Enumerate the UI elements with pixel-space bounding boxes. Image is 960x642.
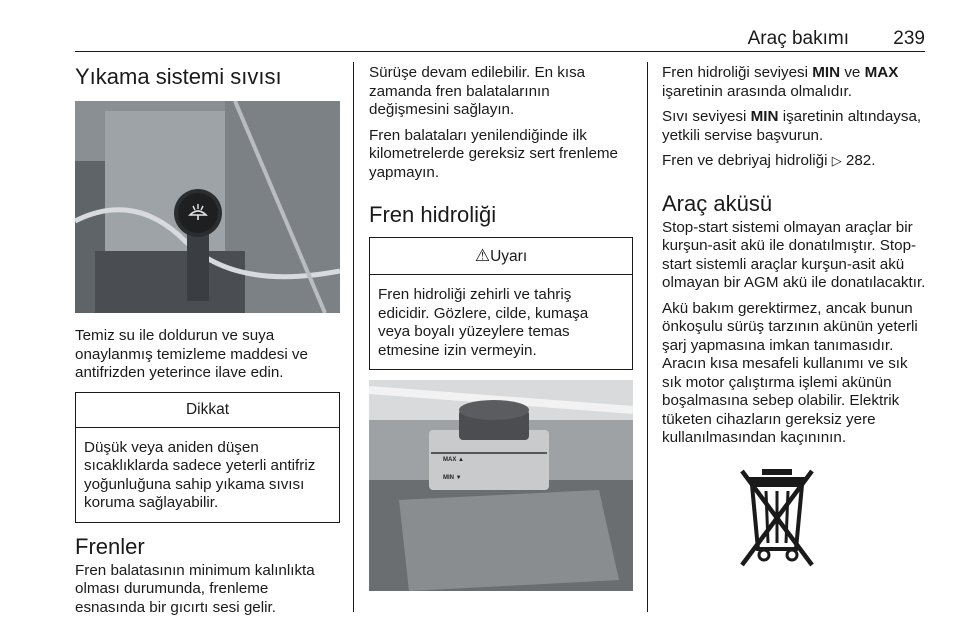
heading-washer-fluid: Yıkama sistemi sıvısı	[75, 64, 282, 89]
fluid-below-min-text: Sıvı seviyesi MIN işaretinin altındaysa, yetkili servise başvurun.	[662, 108, 922, 144]
warning-title: ⚠Uyarı	[370, 238, 632, 275]
crossed-out-bin-icon	[740, 465, 814, 567]
caution-title: Dikkat	[76, 393, 339, 428]
column-3	[662, 58, 928, 572]
battery-type-text: Stop-start sistemi olmayan araçlar bir kurşun-asit akü ile donatılmıştır. Stop-start sistemli araçlar kurşun-asit akü olmayan bir AGM akü ile donatılacaktır.	[662, 218, 926, 291]
warning-box	[369, 237, 633, 370]
page-header	[75, 24, 925, 52]
warning-icon: ⚠	[474, 246, 491, 265]
brakes-text: Fren balatasının minimum kalınlıkta olması durumunda, frenleme esnasında bir gıcırtı sesi gelir.	[75, 561, 315, 616]
arrow-ref-icon: ▷	[831, 153, 842, 168]
washer-instruction: Temiz su ile doldurun ve suya onaylanmış temizleme maddesi ve antifrizden yeterince ilave edin.	[75, 327, 308, 381]
washer-fluid-icon	[186, 201, 210, 225]
reservoir-min-label: MIN ▼	[443, 475, 462, 481]
washer-reservoir-photo	[75, 101, 340, 313]
column-divider	[647, 62, 648, 612]
clutch-fluid-reference: Fren ve debriyaj hidroliği ▷ 282.	[662, 152, 876, 169]
column-2	[369, 58, 633, 591]
heading-vehicle-battery: Araç aküsü	[662, 190, 773, 216]
page-number: 239	[893, 28, 925, 49]
reservoir-max-label: MAX ▲	[443, 457, 464, 463]
column-1	[75, 58, 340, 624]
warning-text: Fren hidroliği zehirli ve tahriş edicidir. Gözlere, cilde, kumaşa veya boyalı yüzeylere temas etmesine izin vermeyin.	[378, 286, 589, 359]
heading-brakes: Frenler	[75, 533, 145, 559]
fluid-level-text: Fren hidroliği seviyesi MIN ve MAX işaretinin arasında olmalıdır.	[662, 64, 899, 100]
section-title: Araç bakımı	[747, 28, 849, 49]
brake-fluid-reservoir-photo	[369, 380, 633, 591]
column-divider	[353, 62, 354, 612]
battery-maintenance-text: Akü bakım gerektirmez, ancak bunun önkoşulu sürüş tarzının akünün yeterli şarj yapmasına imkan tanımasıdır. Aracın kısa mesafeli kullanımı ve sık sık motor çalıştırma işlemi akünün boşalmasına sebep olabilir. Elektrik tüketen cihazların gereksiz yere kullanılmasından kaçınının.	[662, 299, 918, 446]
brakes-new-pads-text: Fren balataları yenilendiğinde ilk kilometrelerde gereksiz sert frenleme yapmayın.	[369, 126, 618, 181]
brakes-continue-text: Sürüşe devam edilebilir. En kısa zamanda fren balatalarının değişmesini sağlayın.	[369, 64, 586, 118]
heading-brake-fluid: Fren hidroliği	[369, 202, 497, 227]
caution-box	[75, 392, 340, 523]
caution-text: Düşük veya aniden düşen sıcaklıklarda sadece yeterli antifriz yoğunluğuna sahip yıkama sıvısı koruma sağlayabilir.	[84, 438, 316, 511]
